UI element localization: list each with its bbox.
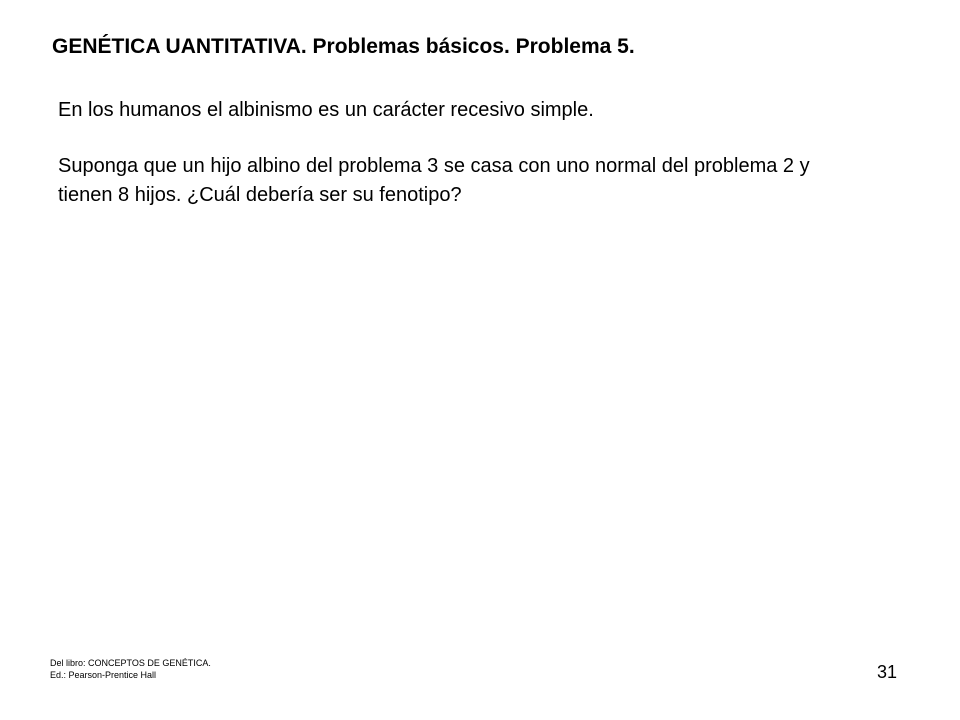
problem-statement [58, 96, 838, 210]
intro-paragraph: En los humanos el albinismo es un carácter recesivo simple. [58, 99, 594, 121]
source-note-publisher: Ed.: Pearson-Prentice Hall [50, 670, 157, 680]
question-paragraph: Suponga que un hijo albino del problema 3 se casa con uno normal del problema 2 y tienen 8 hijos. ¿Cuál debería ser su fenotipo? [58, 155, 810, 206]
page-number: 31 [876, 662, 897, 682]
slide-title: GENÉTICA UANTITATIVA. Problemas básicos. Problema 5. [52, 35, 635, 58]
source-note [50, 657, 211, 681]
source-note-book: Del libro: CONCEPTOS DE GENÉTICA. [50, 658, 211, 668]
